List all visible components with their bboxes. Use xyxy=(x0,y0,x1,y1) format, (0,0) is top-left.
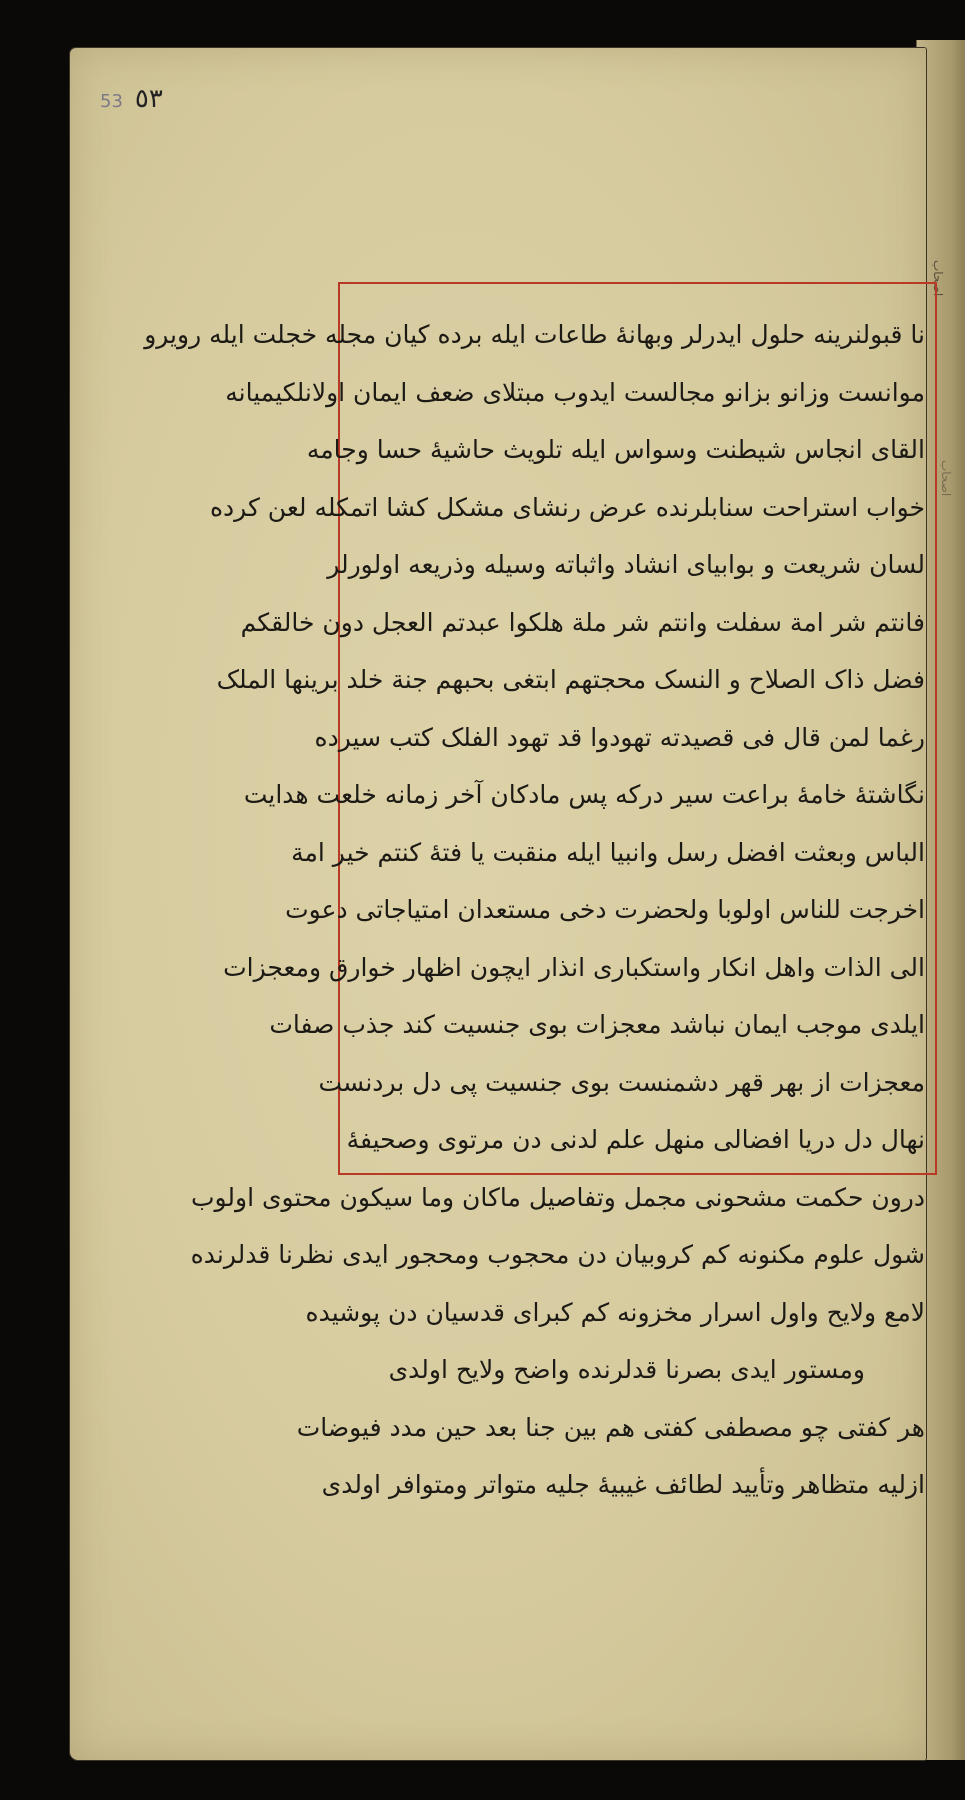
ruled-text-block xyxy=(144,282,937,1499)
folio-ink-number: ٥٣ xyxy=(134,84,163,114)
text-line: خواب استراحت سنابلرنده عرض رنشای مشکل کشا اتمکله لعن کرده xyxy=(209,492,925,522)
text-line: نگاشتهٔ خامهٔ براعت سیر درکه پس مادکان آخر زمانه خلعت هدایت xyxy=(243,780,925,809)
text-line: اخرجت للناس اولوبا ولحضرت دخی مستعدان امتیاجاتی دعوت xyxy=(285,895,925,924)
margin-note: اصحاب xyxy=(931,260,945,297)
verse-line: رغما لمن قال فی قصیدته تهودوا قد تهود الفلک کتب سیرده xyxy=(314,722,925,752)
text-line: درون حکمت مشحونی مجمل وتفاصیل ماکان وما سیکون محتوی اولوب xyxy=(190,1182,925,1212)
text-line: نهال دل دریا افضالی منهل علم لدنی دن مرتوی وصحیفهٔ xyxy=(346,1125,925,1154)
verse-line: هر کفتی چو مصطفی کفتی هم بین جنا بعد حین مدد فیوضات xyxy=(296,1412,925,1442)
text-line: الی الذات واهل انکار واستکباری انذار ایچون اظهار خوارق ومعجزات xyxy=(223,952,925,982)
verse-line: فانتم شر امة سفلت وانتم شر ملة هلکوا عبدتم العجل دون خالقکم xyxy=(240,607,925,637)
text-line: شول علوم مکنونه کم کروبیان دن محجوب ومحجور ایدی نظرنا قدلرنده xyxy=(190,1240,925,1269)
text-line: لسان شریعت و بوابیای انشاد واثباته وسیله وذریعه اولورلر xyxy=(327,550,925,579)
text-line: القای انجاس شیطنت وسواس ایله تلویث حاشیهٔ حسا وجامه xyxy=(306,435,925,464)
verse-line: ایلدی موجب ایمان نباشد معجزات بوی جنسیت کند جذب صفات xyxy=(269,1010,925,1039)
verse-line: فضل ذاک الصلاح و النسک محجتهم ابتغی بحبهم جنة خلد برینها الملک xyxy=(216,665,925,694)
folio-number xyxy=(100,84,163,114)
folio-pencil-number: 53 xyxy=(100,91,123,112)
text-line: الباس وبعثت افضل رسل وانبیا ایله منقبت یا فتهٔ کنتم خیر امة xyxy=(291,837,925,867)
text-line: موانست وزانو بزانو مجالست ایدوب مبتلای ضعف ایمان اولانلکیمیانه xyxy=(225,377,925,407)
verse-line: معجزات از بهر قهر دشمنست بوی جنسیت پی دل بردنست xyxy=(318,1067,925,1097)
text-line: ومستور ایدی بصرنا قدلرنده واضح ولایح اولدی xyxy=(388,1355,865,1384)
text-line: نا قبولنرینه حلول ایدرلر وبهانهٔ طاعات ایله برده کیان مجله خجلت ایله رویرو xyxy=(144,320,925,349)
text-line: لامع ولایح واول اسرار مخزونه کم کبرای قدسیان دن پوشیده xyxy=(305,1297,925,1327)
margin-note-faded: اصحاب xyxy=(939,460,953,497)
text-line: ازلیه متظاهر وتأیید لطائف غیبیهٔ جلیه متواتر ومتوافر اولدی xyxy=(321,1470,925,1499)
